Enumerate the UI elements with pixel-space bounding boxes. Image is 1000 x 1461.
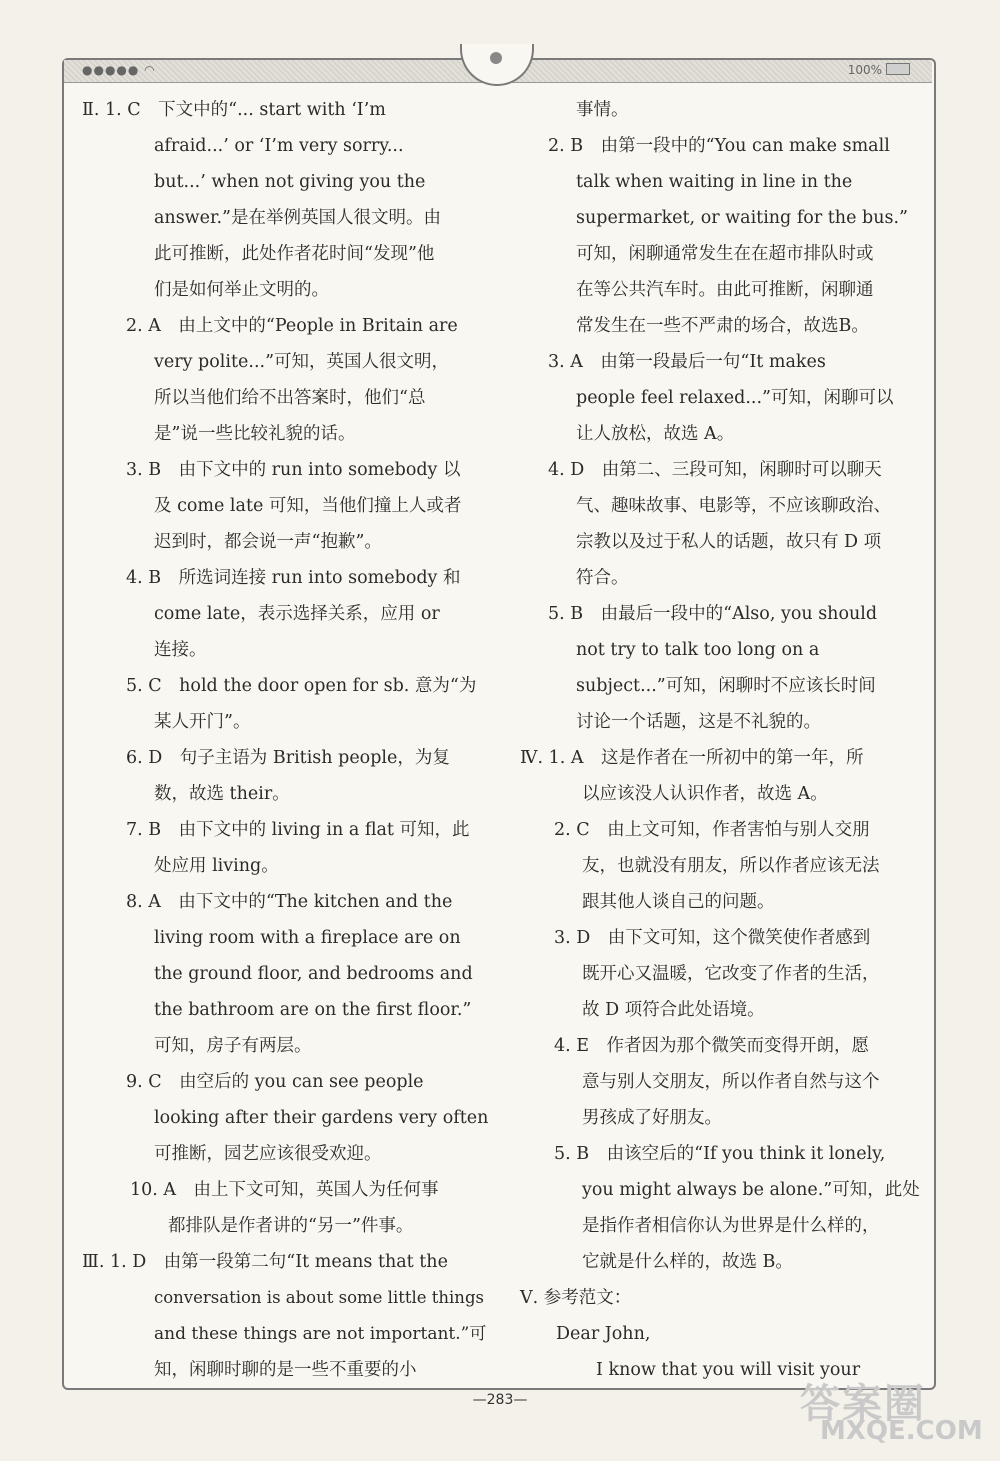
text-line: subject...”可知，闲聊时不应该长时间 bbox=[576, 676, 876, 696]
text-line: 及 come late 可知，当他们撞上人或者 bbox=[154, 496, 462, 516]
text-line: 们是如何举止文明的。 bbox=[154, 280, 329, 300]
right-column bbox=[520, 92, 920, 1388]
text-line: 可推断，园艺应该很受欢迎。 bbox=[154, 1144, 382, 1164]
text-line: 友，也就没有朋友，所以作者应该无法 bbox=[582, 856, 880, 876]
text-line: 是”说一些比较礼貌的话。 bbox=[154, 424, 356, 444]
signal-wifi-icon: ●●●●● ◠ bbox=[82, 63, 156, 77]
text-line: 5. B 由该空后的“If you think it lonely, bbox=[554, 1144, 886, 1164]
text-line: and these things are not important.”可 bbox=[154, 1324, 487, 1344]
text-line: 2. B 由第一段中的“You can make small bbox=[548, 136, 890, 156]
text-line: afraid...’ or ‘I’m very sorry... bbox=[154, 136, 404, 156]
text-line: living room with a fireplace are on bbox=[154, 928, 461, 948]
text-line: 既开心又温暖，它改变了作者的生活， bbox=[582, 964, 880, 984]
battery-indicator bbox=[848, 63, 910, 77]
text-line: 讨论一个话题，这是不礼貌的。 bbox=[576, 712, 821, 732]
text-line: 5. C hold the door open for sb. 意为“为 bbox=[126, 676, 477, 696]
camera-icon bbox=[490, 52, 502, 64]
text-line: Dear John, bbox=[556, 1324, 651, 1344]
text-line: looking after their gardens very often bbox=[154, 1108, 489, 1128]
text-line: you might always be alone.”可知，此处 bbox=[582, 1180, 920, 1200]
text-line: very polite...”可知，英国人很文明， bbox=[154, 352, 450, 372]
watermark-bottom: MXQE.COM bbox=[820, 1416, 983, 1446]
text-line: come late，表示选择关系，应用 or bbox=[154, 604, 440, 624]
text-line: Ⅳ. 1. A 这是作者在一所初中的第一年，所 bbox=[520, 748, 864, 768]
text-line: 故 D 项符合此处语境。 bbox=[582, 1000, 765, 1020]
text-line: 3. B 由下文中的 run into somebody 以 bbox=[126, 460, 461, 480]
text-line: the bathroom are on the first floor.” bbox=[154, 1000, 472, 1020]
text-line: 以应该没人认识作者，故选 A。 bbox=[582, 784, 828, 804]
text-line: 此可推断，此处作者花时间“发现”他 bbox=[154, 244, 435, 264]
text-line: 是指作者相信你认为世界是什么样的， bbox=[582, 1216, 880, 1236]
text-line: 知，闲聊时聊的是一些不重要的小 bbox=[154, 1360, 417, 1380]
text-line: 8. A 由下文中的“The kitchen and the bbox=[126, 892, 453, 912]
text-line: people feel relaxed...”可知，闲聊可以 bbox=[576, 388, 894, 408]
text-line: 3. D 由下文可知，这个微笑使作者感到 bbox=[554, 928, 871, 948]
text-line: 数，故选 their。 bbox=[154, 784, 290, 804]
text-line: 某人开门”。 bbox=[154, 712, 251, 732]
text-line: 在等公共汽车时。由此可推断，闲聊通 bbox=[576, 280, 874, 300]
text-line: 它就是什么样的，故选 B。 bbox=[582, 1252, 793, 1272]
page-number: —283— bbox=[472, 1392, 528, 1408]
text-line: Ⅱ. 1. C 下文中的“... start with ‘I’m bbox=[82, 100, 386, 120]
text-line: 可知，房子有两层。 bbox=[154, 1036, 312, 1056]
text-line: 都排队是作者讲的“另一”件事。 bbox=[168, 1216, 414, 1236]
text-line: Ⅲ. 1. D 由第一段第二句“It means that the bbox=[82, 1252, 448, 1272]
text-line: 常发生在一些不严肃的场合，故选B。 bbox=[576, 316, 869, 336]
text-line: answer.”是在举例英国人很文明。由 bbox=[154, 208, 441, 228]
text-line: 2. A 由上文中的“People in Britain are bbox=[126, 316, 458, 336]
text-line: 7. B 由下文中的 living in a flat 可知，此 bbox=[126, 820, 470, 840]
text-line: 可知，闲聊通常发生在在超市排队时或 bbox=[576, 244, 874, 264]
watermark-logo bbox=[800, 1372, 990, 1452]
text-line: Ⅴ. 参考范文： bbox=[520, 1288, 632, 1308]
text-line: 意与别人交朋友，所以作者自然与这个 bbox=[582, 1072, 880, 1092]
text-line: 10. A 由上下文可知，英国人为任何事 bbox=[130, 1180, 439, 1200]
battery-percent: 100% bbox=[847, 63, 882, 77]
battery-icon bbox=[886, 63, 910, 75]
text-line: 5. B 由最后一段中的“Also, you should bbox=[548, 604, 878, 624]
text-line: 宗教以及过于私人的话题，故只有 D 项 bbox=[576, 532, 882, 552]
text-line: the ground floor, and bedrooms and bbox=[154, 964, 473, 984]
text-line: 让人放松，故选 A。 bbox=[576, 424, 735, 444]
text-line: talk when waiting in line in the bbox=[576, 172, 853, 192]
text-line: 6. D 句子主语为 British people，为复 bbox=[126, 748, 450, 768]
text-line: conversation is about some little things bbox=[154, 1288, 484, 1307]
text-line: 2. C 由上文可知，作者害怕与别人交朋 bbox=[554, 820, 870, 840]
text-line: 所以当他们给不出答案时，他们“总 bbox=[154, 388, 426, 408]
text-line: 迟到时，都会说一声“抱歉”。 bbox=[154, 532, 382, 552]
text-line: 4. D 由第二、三段可知，闲聊时可以聊天 bbox=[548, 460, 882, 480]
text-line: 跟其他人谈自己的问题。 bbox=[582, 892, 775, 912]
text-line: but...’ when not giving you the bbox=[154, 172, 426, 192]
watermark-top: 答案圈 bbox=[800, 1381, 926, 1427]
text-line: 气、趣味故事、电影等，不应该聊政治、 bbox=[576, 496, 891, 516]
text-line: 处应用 living。 bbox=[154, 856, 279, 876]
text-line: not try to talk too long on a bbox=[576, 640, 820, 660]
text-line: 4. E 作者因为那个微笑而变得开朗，愿 bbox=[554, 1036, 870, 1056]
left-column bbox=[82, 92, 492, 1388]
text-line: I know that you will visit your bbox=[596, 1360, 861, 1380]
text-line: 男孩成了好朋友。 bbox=[582, 1108, 722, 1128]
text-line: 事情。 bbox=[576, 100, 629, 120]
text-line: 连接。 bbox=[154, 640, 207, 660]
text-line: supermarket, or waiting for the bus.” bbox=[576, 208, 908, 228]
text-line: 4. B 所选词连接 run into somebody 和 bbox=[126, 568, 461, 588]
text-line: 符合。 bbox=[576, 568, 629, 588]
text-line: 9. C 由空后的 you can see people bbox=[126, 1072, 424, 1092]
text-line: 3. A 由第一段最后一句“It makes bbox=[548, 352, 826, 372]
